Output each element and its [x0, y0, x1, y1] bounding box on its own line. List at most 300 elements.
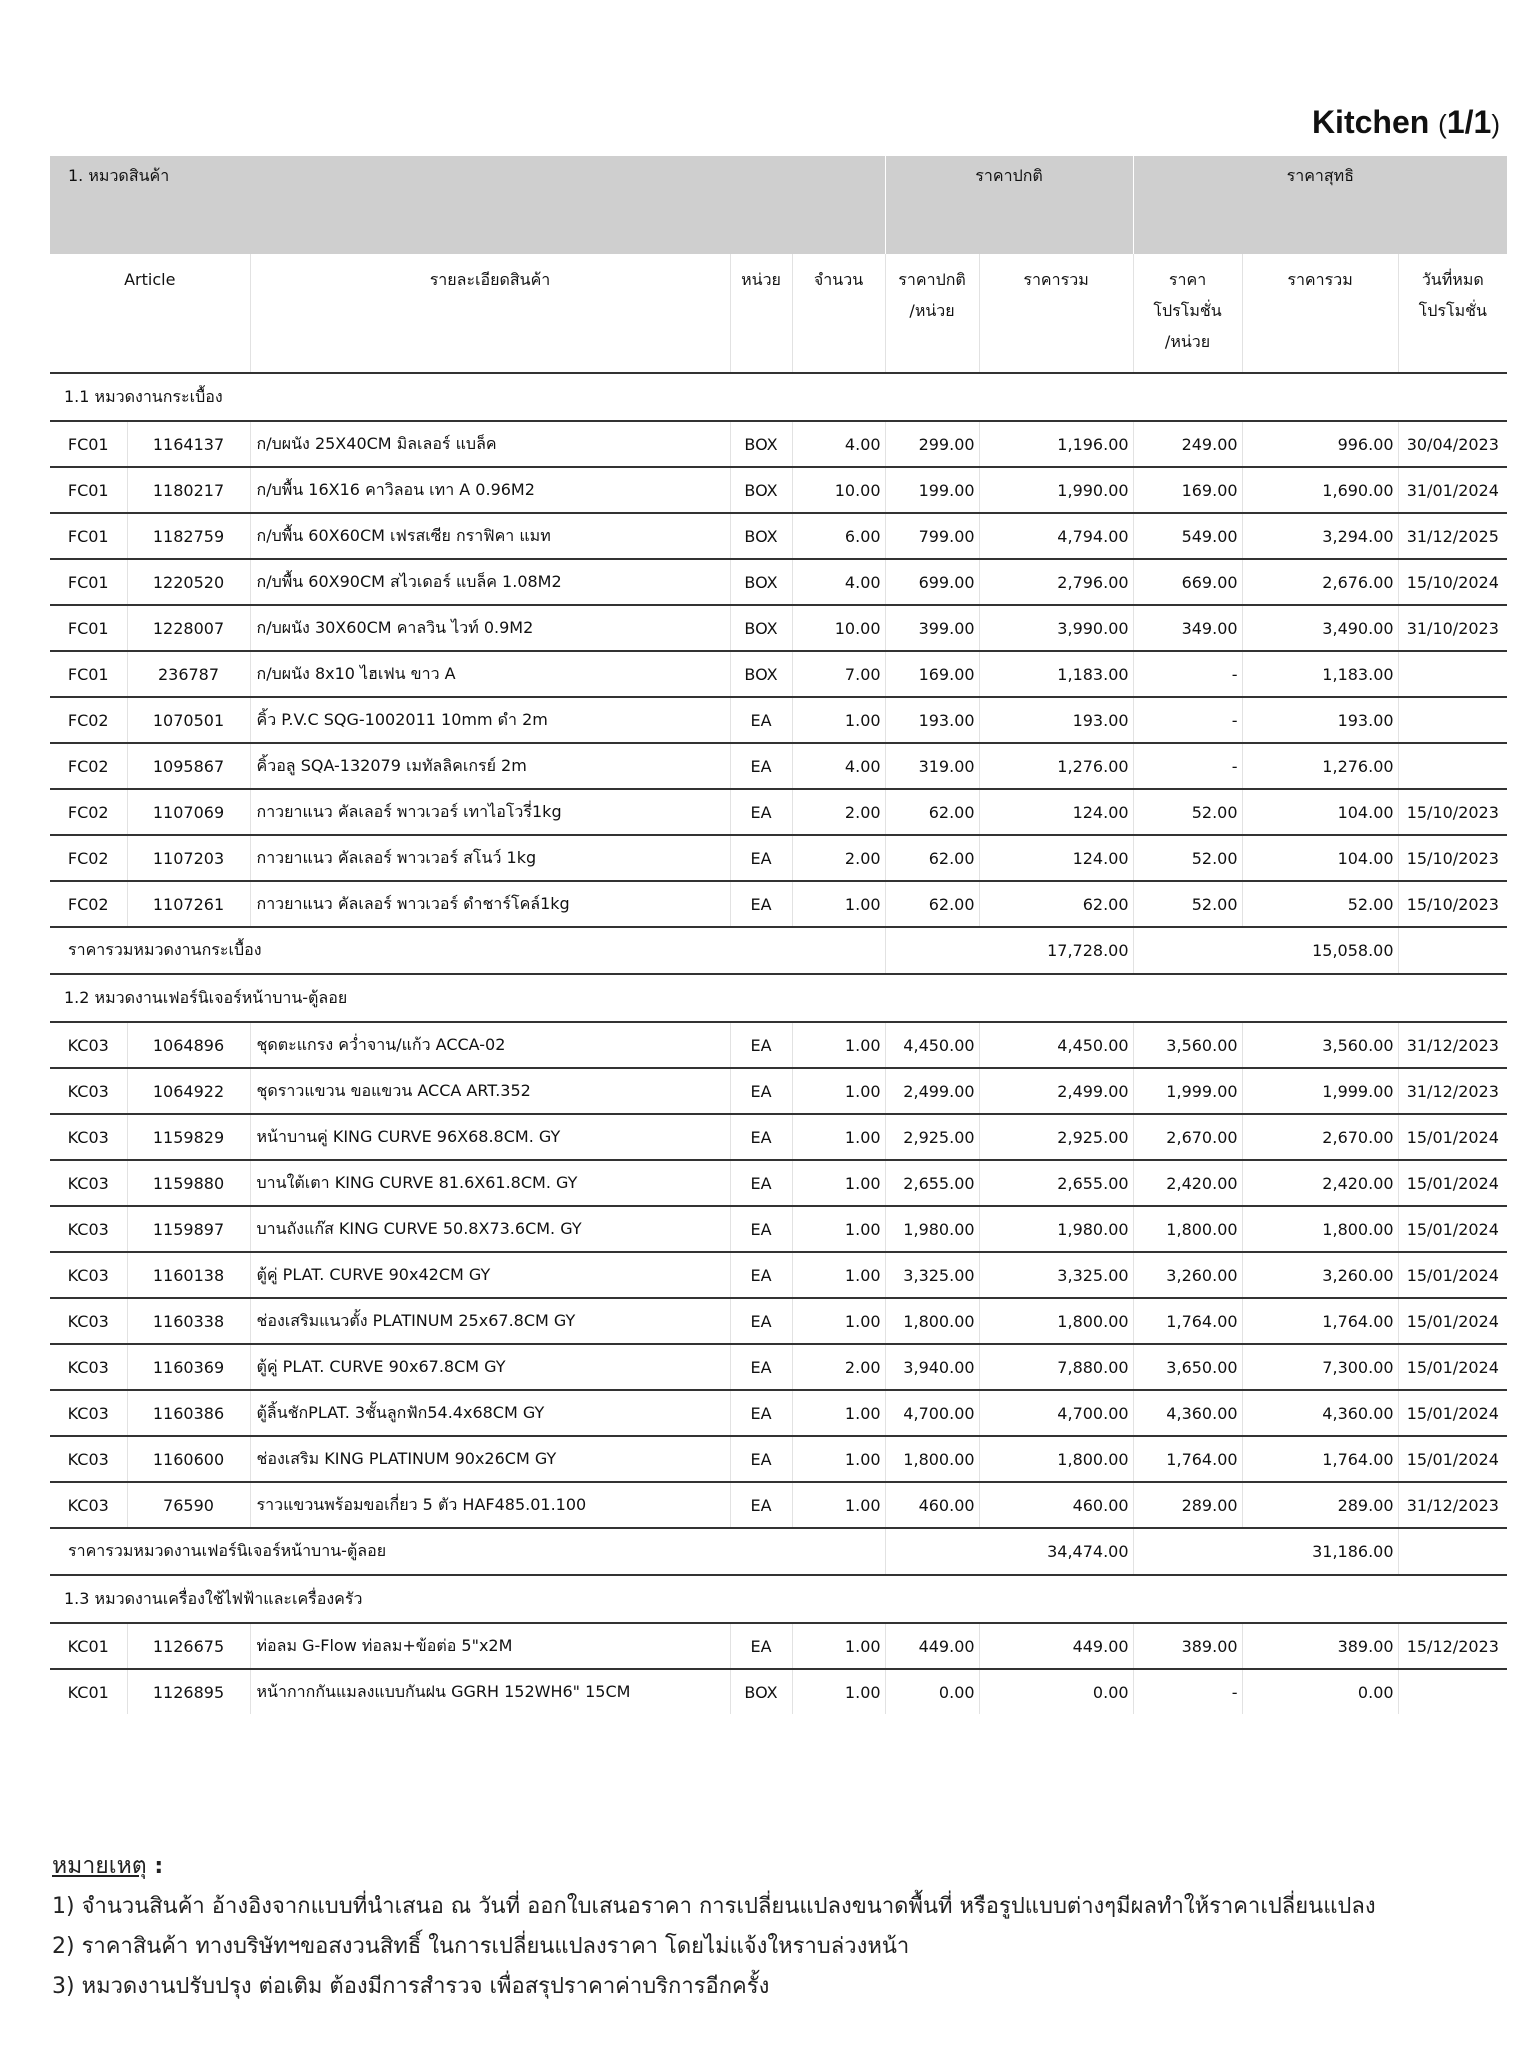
item-quantity: 1.00	[792, 1252, 885, 1298]
item-quantity: 4.00	[792, 743, 885, 789]
item-unit-price: 299.00	[885, 421, 979, 467]
item-promo-price: 1,764.00	[1133, 1436, 1242, 1482]
item-net-total: 1,800.00	[1242, 1206, 1398, 1252]
item-code: FC01	[50, 467, 127, 513]
item-quantity: 1.00	[792, 881, 885, 927]
item-net-total: 3,260.00	[1242, 1252, 1398, 1298]
table-row	[50, 1298, 1507, 1344]
notes	[52, 1846, 1376, 2007]
notes-title-text: หมายเหตุ	[52, 1853, 147, 1879]
item-code: FC01	[50, 651, 127, 697]
item-description: กาวยาแนว คัลเลอร์ พาวเวอร์ เทาไอโวรี่1kg	[250, 789, 730, 835]
item-unit-price: 460.00	[885, 1482, 979, 1528]
item-code: KC03	[50, 1390, 127, 1436]
item-article: 76590	[127, 1482, 250, 1528]
item-quantity: 1.00	[792, 1436, 885, 1482]
item-code: FC02	[50, 835, 127, 881]
page-title	[1312, 104, 1500, 141]
col-description: รายละเอียดสินค้า	[250, 254, 730, 373]
item-unit: EA	[730, 835, 792, 881]
col-total: ราคารวม	[979, 254, 1133, 373]
item-promo-end-date: 15/01/2024	[1398, 1206, 1507, 1252]
item-total: 62.00	[979, 881, 1133, 927]
item-article: 1064896	[127, 1022, 250, 1068]
item-total: 3,990.00	[979, 605, 1133, 651]
item-promo-price: 52.00	[1133, 789, 1242, 835]
item-unit: EA	[730, 743, 792, 789]
subtotal-net: 15,058.00	[1133, 927, 1398, 974]
item-unit-price: 62.00	[885, 789, 979, 835]
subtotal-empty	[1398, 1528, 1507, 1575]
item-net-total: 1,690.00	[1242, 467, 1398, 513]
item-unit-price: 4,700.00	[885, 1390, 979, 1436]
item-description: บานถังแก๊ส KING CURVE 50.8X73.6CM. GY	[250, 1206, 730, 1252]
table-row	[50, 1160, 1507, 1206]
item-promo-price: 289.00	[1133, 1482, 1242, 1528]
note-line-3: 3) หมวดงานปรับปรุง ต่อเติม ต้องมีการสำรวจ เพื่อสรุปราคาค่าบริการอีกครั้ง	[52, 1974, 770, 1999]
item-unit-price: 4,450.00	[885, 1022, 979, 1068]
page-number: 1/1	[1446, 104, 1492, 140]
col-promo-end-l2: โปรโมชั่น	[1418, 301, 1487, 320]
item-promo-end-date: 31/10/2023	[1398, 605, 1507, 651]
item-description: ก/บพื้น 16X16 คาวิลอน เทา A 0.96M2	[250, 467, 730, 513]
item-article: 1160138	[127, 1252, 250, 1298]
section-header-row	[50, 974, 1507, 1022]
item-description: ก/บพื้น 60X90CM สไวเดอร์ แบล็ค 1.08M2	[250, 559, 730, 605]
item-description: ก/บผนัง 8x10 ไฮเฟน ขาว A	[250, 651, 730, 697]
item-total: 4,794.00	[979, 513, 1133, 559]
item-promo-end-date: 31/12/2023	[1398, 1068, 1507, 1114]
item-promo-end-date: 15/10/2023	[1398, 835, 1507, 881]
item-promo-price: 52.00	[1133, 881, 1242, 927]
item-unit-price: 2,655.00	[885, 1160, 979, 1206]
item-unit-price: 2,925.00	[885, 1114, 979, 1160]
item-quantity: 1.00	[792, 1068, 885, 1114]
item-description: คิ้ว P.V.C SQG-1002011 10mm ดำ 2m	[250, 697, 730, 743]
item-article: 1126895	[127, 1669, 250, 1714]
subtotal-net: 31,186.00	[1133, 1528, 1398, 1575]
section-title: 1.3 หมวดงานเครื่องใช้ไฟฟ้าและเครื่องครัว	[50, 1575, 1507, 1623]
col-article: Article	[50, 254, 250, 373]
item-code: KC03	[50, 1344, 127, 1390]
subtotal-total: 34,474.00	[885, 1528, 1133, 1575]
item-description: ชุดตะแกรง คว่ำจาน/แก้ว ACCA-02	[250, 1022, 730, 1068]
item-article: 1220520	[127, 559, 250, 605]
col-unit: หน่วย	[730, 254, 792, 373]
item-quantity: 1.00	[792, 1298, 885, 1344]
item-promo-price: 4,360.00	[1133, 1390, 1242, 1436]
item-total: 2,796.00	[979, 559, 1133, 605]
item-unit: BOX	[730, 421, 792, 467]
col-promo-price	[1133, 254, 1242, 373]
item-total: 3,325.00	[979, 1252, 1133, 1298]
item-promo-price: -	[1133, 1669, 1242, 1714]
item-net-total: 3,490.00	[1242, 605, 1398, 651]
item-description: บานใต้เตา KING CURVE 81.6X61.8CM. GY	[250, 1160, 730, 1206]
item-total: 1,800.00	[979, 1298, 1133, 1344]
item-unit-price: 799.00	[885, 513, 979, 559]
table-row	[50, 1482, 1507, 1528]
item-promo-end-date	[1398, 651, 1507, 697]
item-unit: EA	[730, 1022, 792, 1068]
item-quantity: 2.00	[792, 835, 885, 881]
subtotal-empty	[1398, 927, 1507, 974]
item-code: KC03	[50, 1160, 127, 1206]
item-unit-price: 699.00	[885, 559, 979, 605]
col-unit-price-l1: ราคาปกติ	[898, 270, 966, 289]
subtotal-label: ราคารวมหมวดงานเฟอร์นิเจอร์หน้าบาน-ตู้ลอย	[50, 1528, 885, 1575]
note-line-1: 1) จำนวนสินค้า อ้างอิงจากแบบที่นำเสนอ ณ วันที่ ออกใบเสนอราคา การเปลี่ยนแปลงขนาดพื้นที่ หรือรูปแบบต่างๆมีผลทำให้ราคาเปลี่ยนแปลง	[52, 1894, 1376, 1919]
table-row	[50, 1252, 1507, 1298]
item-description: ตู้คู่ PLAT. CURVE 90x42CM GY	[250, 1252, 730, 1298]
item-net-total: 4,360.00	[1242, 1390, 1398, 1436]
subtotal-label: ราคารวมหมวดงานกระเบื้อง	[50, 927, 885, 974]
item-total: 449.00	[979, 1623, 1133, 1669]
table-row	[50, 1669, 1507, 1714]
item-unit-price: 169.00	[885, 651, 979, 697]
item-promo-end-date: 31/01/2024	[1398, 467, 1507, 513]
table-row	[50, 789, 1507, 835]
item-quantity: 1.00	[792, 1022, 885, 1068]
item-unit: EA	[730, 1482, 792, 1528]
item-quantity: 4.00	[792, 421, 885, 467]
page-title-close: )	[1491, 109, 1500, 139]
item-promo-end-date: 15/01/2024	[1398, 1252, 1507, 1298]
item-net-total: 1,276.00	[1242, 743, 1398, 789]
item-promo-price: 669.00	[1133, 559, 1242, 605]
item-promo-end-date: 31/12/2023	[1398, 1482, 1507, 1528]
item-promo-end-date	[1398, 1669, 1507, 1714]
item-code: FC01	[50, 421, 127, 467]
table-row	[50, 651, 1507, 697]
item-promo-end-date: 15/01/2024	[1398, 1298, 1507, 1344]
item-description: ชุดราวแขวน ขอแขวน ACCA ART.352	[250, 1068, 730, 1114]
item-article: 1095867	[127, 743, 250, 789]
item-promo-end-date	[1398, 697, 1507, 743]
item-promo-end-date: 31/12/2025	[1398, 513, 1507, 559]
item-promo-price: 249.00	[1133, 421, 1242, 467]
item-total: 124.00	[979, 835, 1133, 881]
item-unit-price: 319.00	[885, 743, 979, 789]
item-code: FC02	[50, 697, 127, 743]
item-unit-price: 2,499.00	[885, 1068, 979, 1114]
subtotal-total: 17,728.00	[885, 927, 1133, 974]
item-promo-price: 349.00	[1133, 605, 1242, 651]
item-net-total: 193.00	[1242, 697, 1398, 743]
item-unit-price: 62.00	[885, 881, 979, 927]
item-unit: BOX	[730, 651, 792, 697]
item-total: 1,980.00	[979, 1206, 1133, 1252]
table-row	[50, 1022, 1507, 1068]
item-code: FC02	[50, 881, 127, 927]
item-article: 1160338	[127, 1298, 250, 1344]
item-description: ช่องเสริม KING PLATINUM 90x26CM GY	[250, 1436, 730, 1482]
item-description: หน้าบานคู่ KING CURVE 96X68.8CM. GY	[250, 1114, 730, 1160]
item-promo-price: 1,764.00	[1133, 1298, 1242, 1344]
table-body	[50, 373, 1507, 1714]
item-total: 7,880.00	[979, 1344, 1133, 1390]
page-title-prefix: Kitchen	[1311, 104, 1439, 140]
item-net-total: 2,420.00	[1242, 1160, 1398, 1206]
table-row	[50, 1206, 1507, 1252]
item-promo-end-date: 15/01/2024	[1398, 1160, 1507, 1206]
item-total: 4,700.00	[979, 1390, 1133, 1436]
col-unit-price-l2: /หน่วย	[909, 301, 955, 320]
item-quantity: 1.00	[792, 1390, 885, 1436]
item-article: 1070501	[127, 697, 250, 743]
item-unit: BOX	[730, 467, 792, 513]
section-header-row	[50, 373, 1507, 421]
item-article: 1159829	[127, 1114, 250, 1160]
item-unit: EA	[730, 1436, 792, 1482]
header-columns-row	[50, 254, 1507, 373]
item-promo-end-date: 15/01/2024	[1398, 1390, 1507, 1436]
table-row	[50, 605, 1507, 651]
item-article: 1164137	[127, 421, 250, 467]
col-promo-price-l3: /หน่วย	[1164, 332, 1211, 351]
item-quantity: 2.00	[792, 1344, 885, 1390]
item-code: KC03	[50, 1068, 127, 1114]
item-net-total: 389.00	[1242, 1623, 1398, 1669]
item-description: หน้ากากกันแมลงแบบกันฝน GGRH 152WH6" 15CM	[250, 1669, 730, 1714]
table-row	[50, 881, 1507, 927]
item-total: 1,196.00	[979, 421, 1133, 467]
item-quantity: 1.00	[792, 1114, 885, 1160]
item-net-total: 104.00	[1242, 835, 1398, 881]
item-promo-price: -	[1133, 743, 1242, 789]
table-row	[50, 1344, 1507, 1390]
item-unit-price: 399.00	[885, 605, 979, 651]
item-net-total: 52.00	[1242, 881, 1398, 927]
item-promo-price: 169.00	[1133, 467, 1242, 513]
item-total: 124.00	[979, 789, 1133, 835]
item-unit: BOX	[730, 605, 792, 651]
item-code: KC03	[50, 1022, 127, 1068]
item-description: ก/บผนัง 25X40CM มิลเลอร์ แบล็ค	[250, 421, 730, 467]
item-unit: EA	[730, 881, 792, 927]
item-unit: EA	[730, 1252, 792, 1298]
item-promo-price: 389.00	[1133, 1623, 1242, 1669]
item-promo-end-date	[1398, 743, 1507, 789]
item-net-total: 1,764.00	[1242, 1436, 1398, 1482]
item-unit: EA	[730, 1206, 792, 1252]
item-article: 1107261	[127, 881, 250, 927]
item-code: KC03	[50, 1206, 127, 1252]
section-title: 1.2 หมวดงานเฟอร์นิเจอร์หน้าบาน-ตู้ลอย	[50, 974, 1507, 1022]
item-promo-end-date: 15/12/2023	[1398, 1623, 1507, 1669]
regular-price-header: ราคาปกติ	[885, 156, 1133, 254]
item-total: 0.00	[979, 1669, 1133, 1714]
item-article: 1160600	[127, 1436, 250, 1482]
item-description: ท่อลม G-Flow ท่อลม+ข้อต่อ 5"x2M	[250, 1623, 730, 1669]
item-unit-price: 3,940.00	[885, 1344, 979, 1390]
item-promo-price: 549.00	[1133, 513, 1242, 559]
item-total: 2,499.00	[979, 1068, 1133, 1114]
table-row	[50, 467, 1507, 513]
item-article: 1228007	[127, 605, 250, 651]
item-unit: EA	[730, 1623, 792, 1669]
net-price-header: ราคาสุทธิ	[1133, 156, 1507, 254]
item-quantity: 10.00	[792, 605, 885, 651]
item-quantity: 6.00	[792, 513, 885, 559]
item-quantity: 1.00	[792, 1206, 885, 1252]
item-unit-price: 0.00	[885, 1669, 979, 1714]
item-promo-end-date: 15/10/2023	[1398, 789, 1507, 835]
item-promo-end-date: 15/01/2024	[1398, 1436, 1507, 1482]
item-description: ราวแขวนพร้อมขอเกี่ยว 5 ตัว HAF485.01.100	[250, 1482, 730, 1528]
item-description: ก/บผนัง 30X60CM คาลวิน ไวท์ 0.9M2	[250, 605, 730, 651]
table-row	[50, 421, 1507, 467]
item-total: 1,183.00	[979, 651, 1133, 697]
item-promo-end-date: 15/01/2024	[1398, 1114, 1507, 1160]
item-code: KC03	[50, 1252, 127, 1298]
table-row	[50, 1114, 1507, 1160]
item-net-total: 1,999.00	[1242, 1068, 1398, 1114]
item-promo-price: -	[1133, 697, 1242, 743]
col-promo-price-l2: โปรโมชั่น	[1153, 301, 1222, 320]
item-net-total: 2,670.00	[1242, 1114, 1398, 1160]
item-code: KC03	[50, 1298, 127, 1344]
item-total: 193.00	[979, 697, 1133, 743]
table-row	[50, 835, 1507, 881]
item-unit: BOX	[730, 559, 792, 605]
item-net-total: 0.00	[1242, 1669, 1398, 1714]
table-row	[50, 1436, 1507, 1482]
item-code: KC01	[50, 1623, 127, 1669]
item-article: 1159880	[127, 1160, 250, 1206]
item-promo-end-date: 15/10/2024	[1398, 559, 1507, 605]
item-article: 1160386	[127, 1390, 250, 1436]
item-description: กาวยาแนว คัลเลอร์ พาวเวอร์ สโนว์ 1kg	[250, 835, 730, 881]
note-line-2: 2) ราคาสินค้า ทางบริษัทฯขอสงวนสิทธิ์ ในการเปลี่ยนแปลงราคา โดยไม่แจ้งใหราบล่วงหน้า	[52, 1934, 910, 1959]
item-promo-price: 1,999.00	[1133, 1068, 1242, 1114]
item-code: FC02	[50, 789, 127, 835]
item-net-total: 996.00	[1242, 421, 1398, 467]
item-code: KC03	[50, 1114, 127, 1160]
item-total: 1,800.00	[979, 1436, 1133, 1482]
item-unit: BOX	[730, 513, 792, 559]
item-unit: EA	[730, 1114, 792, 1160]
item-promo-price: 3,650.00	[1133, 1344, 1242, 1390]
item-promo-price: 1,800.00	[1133, 1206, 1242, 1252]
item-unit: BOX	[730, 1669, 792, 1714]
notes-title-colon: :	[146, 1854, 164, 1879]
table-row	[50, 697, 1507, 743]
item-promo-end-date: 31/12/2023	[1398, 1022, 1507, 1068]
col-unit-price	[885, 254, 979, 373]
item-unit: EA	[730, 1390, 792, 1436]
item-unit: EA	[730, 1068, 792, 1114]
item-total: 460.00	[979, 1482, 1133, 1528]
item-article: 1182759	[127, 513, 250, 559]
item-unit-price: 1,980.00	[885, 1206, 979, 1252]
item-quantity: 2.00	[792, 789, 885, 835]
item-code: KC01	[67, 1682, 109, 1702]
item-article: 1180217	[127, 467, 250, 513]
item-quantity: 4.00	[792, 559, 885, 605]
item-promo-price: 52.00	[1133, 835, 1242, 881]
col-promo-end-l1: วันที่หมด	[1421, 270, 1484, 289]
col-promo-end	[1398, 254, 1507, 373]
subtotal-row	[50, 1528, 1507, 1575]
item-unit-price: 1,800.00	[885, 1436, 979, 1482]
subtotal-row	[50, 927, 1507, 974]
table-row	[50, 513, 1507, 559]
item-article: 1107069	[127, 789, 250, 835]
item-quantity: 1.00	[792, 1669, 885, 1714]
item-net-total: 2,676.00	[1242, 559, 1398, 605]
item-total: 4,450.00	[979, 1022, 1133, 1068]
item-net-total: 289.00	[1242, 1482, 1398, 1528]
item-unit: EA	[730, 1344, 792, 1390]
item-promo-price: 3,560.00	[1133, 1022, 1242, 1068]
item-net-total: 1,764.00	[1242, 1298, 1398, 1344]
item-promo-price: -	[1133, 651, 1242, 697]
item-net-total: 7,300.00	[1242, 1344, 1398, 1390]
item-description: ก/บพื้น 60X60CM เฟรสเซีย กราฟิคา แมท	[250, 513, 730, 559]
item-code: FC01	[50, 559, 127, 605]
item-quantity: 1.00	[792, 1623, 885, 1669]
table-row	[50, 1068, 1507, 1114]
col-quantity: จำนวน	[792, 254, 885, 373]
item-unit: EA	[730, 1160, 792, 1206]
item-promo-price: 2,670.00	[1133, 1114, 1242, 1160]
item-description: ตู้คู่ PLAT. CURVE 90x67.8CM GY	[250, 1344, 730, 1390]
item-unit: EA	[730, 789, 792, 835]
table-row	[50, 743, 1507, 789]
table-row	[50, 559, 1507, 605]
item-net-total: 1,183.00	[1242, 651, 1398, 697]
table-row	[50, 1623, 1507, 1669]
item-article: 1064922	[127, 1068, 250, 1114]
notes-title	[52, 1846, 1376, 1887]
item-unit-price: 199.00	[885, 467, 979, 513]
item-unit-price: 449.00	[885, 1623, 979, 1669]
item-article: 1159897	[127, 1206, 250, 1252]
item-promo-end-date: 30/04/2023	[1398, 421, 1507, 467]
item-net-total: 3,294.00	[1242, 513, 1398, 559]
category-header: 1. หมวดสินค้า	[50, 156, 885, 254]
item-code: FC01	[50, 513, 127, 559]
item-code: KC03	[50, 1482, 127, 1528]
item-description: ตู้ลิ้นชักPLAT. 3ชั้นลูกฟัก54.4x68CM GY	[250, 1390, 730, 1436]
section-title: 1.1 หมวดงานกระเบื้อง	[50, 373, 1507, 421]
item-code: KC03	[50, 1436, 127, 1482]
col-promo-price-l1: ราคา	[1168, 270, 1207, 289]
item-unit-price: 1,800.00	[885, 1298, 979, 1344]
item-unit-price: 193.00	[885, 697, 979, 743]
item-net-total: 104.00	[1242, 789, 1398, 835]
item-promo-price: 3,260.00	[1133, 1252, 1242, 1298]
item-promo-end-date: 15/01/2024	[1398, 1344, 1507, 1390]
item-unit-price: 3,325.00	[885, 1252, 979, 1298]
table-row	[50, 1390, 1507, 1436]
item-article: 1107203	[127, 835, 250, 881]
page-title-open: (	[1438, 109, 1447, 139]
item-quantity: 1.00	[792, 1160, 885, 1206]
item-code: FC02	[50, 743, 127, 789]
item-unit-price: 62.00	[885, 835, 979, 881]
item-unit: EA	[730, 697, 792, 743]
item-quantity: 1.00	[792, 1482, 885, 1528]
item-quantity: 1.00	[792, 697, 885, 743]
item-total: 2,925.00	[979, 1114, 1133, 1160]
quotation-table	[50, 156, 1507, 1714]
item-description: คิ้วอลู SQA-132079 เมทัลลิคเกรย์ 2m	[250, 743, 730, 789]
item-article: 1160369	[127, 1344, 250, 1390]
item-total: 2,655.00	[979, 1160, 1133, 1206]
item-article: 236787	[127, 651, 250, 697]
